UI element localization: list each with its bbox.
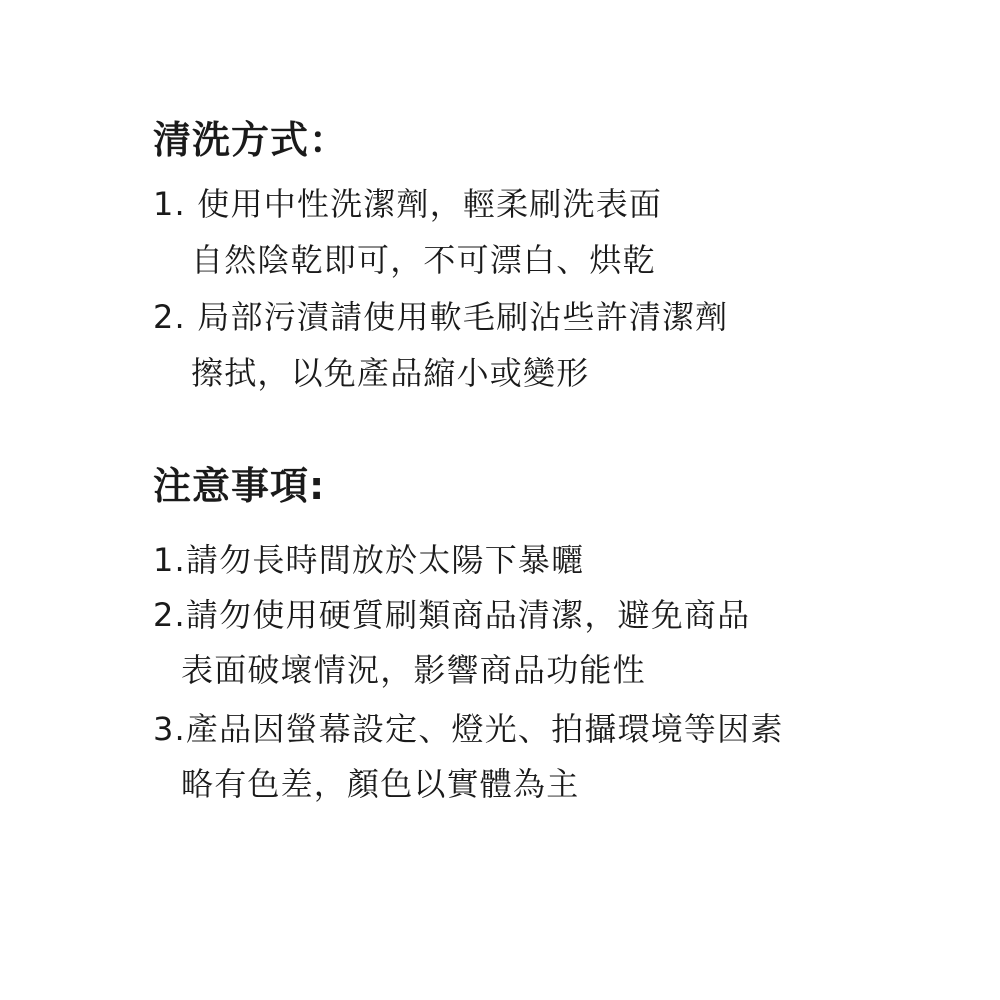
cleaning-item-2-line-1: 2. 局部污漬請使用軟毛刷沾些許清潔劑: [153, 298, 729, 336]
notes-heading: 注意事項:: [153, 464, 326, 508]
cleaning-item-1-line-2: 自然陰乾即可，不可漂白、烘乾: [191, 241, 656, 279]
cleaning-heading: 清洗方式：: [153, 118, 349, 162]
notes-item-2-line-1: 2.請勿使用硬質刷類商品清潔，避免商品: [153, 596, 751, 634]
notes-item-2-line-2: 表面破壞情況，影響商品功能性: [181, 651, 646, 689]
notes-item-3-line-2: 略有色差，顏色以實體為主: [181, 765, 580, 803]
notes-item-1-line-1: 1.請勿長時間放於太陽下暴曬: [153, 541, 585, 579]
cleaning-item-1-line-1: 1. 使用中性洗潔劑，輕柔刷洗表面: [153, 185, 663, 223]
notes-item-3-line-1: 3.產品因螢幕設定、燈光、拍攝環境等因素: [153, 710, 784, 748]
cleaning-item-2-line-2: 擦拭，以免產品縮小或變形: [191, 354, 590, 392]
